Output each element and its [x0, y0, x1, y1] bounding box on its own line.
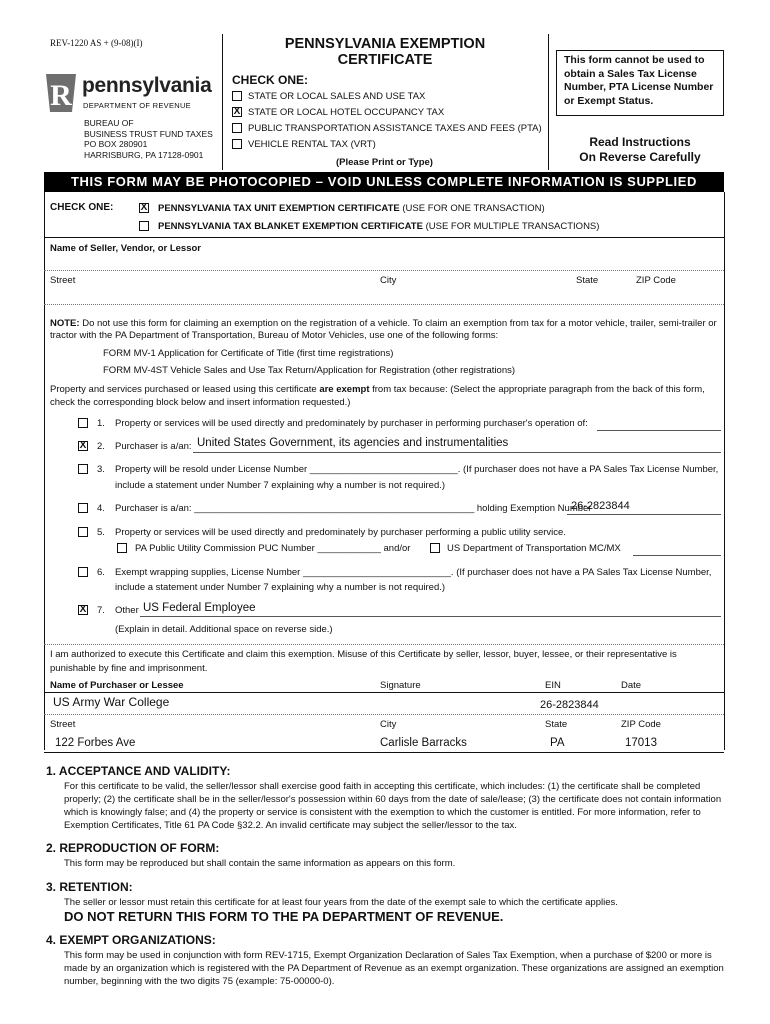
reason-1-field[interactable]	[597, 430, 721, 431]
seller-zip-label: ZIP Code	[636, 275, 676, 286]
blanket-cert-checkbox[interactable]	[139, 221, 149, 231]
address-line: PO BOX 280901	[84, 139, 148, 149]
form-mv4st: FORM MV-4ST Vehicle Sales and Use Tax Return/Application for Registration (other registrations)	[103, 365, 516, 376]
reason-6-text2: include a statement under Number 7 explaining why a number is not required.)	[115, 582, 446, 593]
reason-3-text: Property will be resold under License Number ____________________________. (If purchaser does not have a PA Sales Tax License Number,	[115, 464, 719, 475]
notice-box	[556, 50, 724, 116]
section-1-title: 1. ACCEPTANCE AND VALIDITY:	[46, 764, 231, 778]
reason-2-underline	[193, 452, 721, 453]
seller-name-label: Name of Seller, Vendor, or Lessor	[50, 243, 202, 254]
keystone-icon	[44, 72, 78, 114]
seller-street-field[interactable]	[50, 287, 370, 301]
reason-7-text2: (Explain in detail. Additional space on reverse side.)	[115, 624, 333, 635]
section-3-title: 3. RETENTION:	[46, 880, 133, 894]
note-label: NOTE:	[50, 318, 80, 329]
section-4-text: This form may be used in conjunction with form REV-1715, Exempt Organization Declaration of Sales Tax Exemption, when a purchase of $200 or more is made by an organization which is registered with the PA Department of Revenue as an exempt organization. These organizations are assigned an exemption number, beginning with the two digits 75 (example: 75-00000-0).	[64, 950, 724, 987]
address-line: BUREAU OF	[84, 118, 134, 128]
tax-vrt-label: VEHICLE RENTAL TAX (VRT)	[248, 139, 376, 150]
reason-7-checkbox[interactable]: X	[79, 604, 87, 615]
tax-hotel-label: STATE OR LOCAL HOTEL OCCUPANCY TAX	[248, 107, 445, 118]
purchaser-street-label: Street	[50, 719, 76, 730]
divider	[44, 237, 724, 238]
section-4-title: 4. EXEMPT ORGANIZATIONS:	[46, 933, 216, 947]
unit-cert-label	[158, 203, 545, 214]
reason-1-text: Property or services will be used directly and predominately by purchaser in performing purchaser's operation of:	[115, 418, 588, 429]
reason-6-num: 6.	[97, 567, 105, 578]
signature-field[interactable]	[380, 694, 530, 710]
reason-1-num: 1.	[97, 418, 105, 429]
reason-2-value[interactable]: United States Government, its agencies and instrumentalities	[197, 437, 509, 449]
date-field[interactable]	[621, 694, 717, 710]
unit-cert-title: PENNSYLVANIA TAX UNIT EXEMPTION CERTIFICATE	[158, 203, 400, 214]
form-title	[222, 36, 548, 68]
section-3-text: The seller or lessor must retain this certificate for at least four years from the date of the exempt sale to which the certificate applies.	[64, 897, 618, 908]
property-text-1: Property and services purchased or leased using this certificate	[50, 384, 320, 395]
blanket-cert-note: (USE FOR MULTIPLE TRANSACTIONS)	[422, 221, 600, 232]
reason-5-num: 5.	[97, 527, 105, 538]
puc-checkbox[interactable]	[117, 543, 127, 553]
reason-7-num: 7.	[97, 605, 105, 616]
seller-state-label: State	[576, 275, 599, 286]
print-note: (Please Print or Type)	[336, 157, 433, 168]
purchaser-city-label: City	[380, 719, 397, 730]
read-instructions-line1: Read Instructions	[589, 135, 691, 149]
form-mv1: FORM MV-1 Application for Certificate of Title (first time registrations)	[103, 348, 394, 359]
unit-cert-note: (USE FOR ONE TRANSACTION)	[399, 203, 545, 214]
seller-city-label: City	[380, 275, 397, 286]
read-instructions-line2: On Reverse Carefully	[579, 150, 701, 164]
reason-4-text: Purchaser is a/an: _____________________________________________________ holding Exemption Number	[115, 503, 592, 514]
purchaser-name-value[interactable]: US Army War College	[53, 695, 170, 709]
header-divider-right	[548, 34, 549, 170]
reason-1-checkbox[interactable]	[78, 418, 88, 428]
reason-4-underline	[567, 514, 721, 515]
property-bold: are exempt	[319, 384, 370, 395]
puc-label: PA Public Utility Commission PUC Number ____________ and/or	[135, 543, 411, 554]
ein-label: EIN	[545, 680, 561, 691]
reason-2-text: Purchaser is a/an:	[115, 441, 192, 452]
tax-sales-use-label: STATE OR LOCAL SALES AND USE TAX	[248, 91, 426, 102]
divider	[44, 270, 724, 271]
vehicle-note	[50, 318, 718, 342]
section-1-text: For this certificate to be valid, the seller/lessor shall exercise good faith in accepting this certificate, which includes: (1) the certificate shall be completed properly; (2) the certificate shall be in the seller/lessor's possession within 60 days from the date of sale/lease; (3) the certificate does not contain information which is knowingly false; and (4) the property or service is consistent with the exemption to which the customer is entitled. For more information, refer to Exemption Certificates, Title 61 PA Code §32.2. An invalid certificate may subject the seller/lessor to the tax.	[64, 781, 722, 831]
reason-7-value[interactable]: US Federal Employee	[143, 602, 256, 614]
seller-name-field[interactable]	[50, 254, 716, 268]
property-text-2: from tax because: (Select the appropriate paragraph from the back of this form, check the corresponding block below and insert information requested.)	[50, 384, 705, 408]
divider	[44, 644, 724, 645]
tax-sales-use-checkbox[interactable]	[232, 91, 242, 101]
section-2-text: This form may be reproduced but shall contain the same information as appears on this form.	[64, 858, 456, 869]
reason-4-checkbox[interactable]	[78, 503, 88, 513]
form-title-line2: CERTIFICATE	[337, 52, 433, 68]
purchaser-state-label: State	[545, 719, 568, 730]
form-border-bottom	[44, 752, 724, 753]
logo-name: pennsylvania	[82, 74, 212, 97]
reason-7-text: Other	[115, 605, 139, 616]
purchaser-state-value[interactable]: PA	[550, 737, 565, 749]
reason-6-text: Exempt wrapping supplies, License Number ____________________________. (If purchaser does not have a PA Sales Tax License Number,	[115, 567, 712, 578]
logo-dept: DEPARTMENT OF REVENUE	[83, 101, 191, 110]
authorization-statement: I am authorized to execute this Certificate and claim this exemption. Misuse of this Certificate by seller, lessor, buyer, lessee, or their representative is punishable by fine and imprisonment.	[50, 649, 677, 674]
blanket-cert-title: PENNSYLVANIA TAX BLANKET EXEMPTION CERTIFICATE	[158, 221, 423, 232]
address-line: HARRISBURG, PA 17128-0901	[84, 149, 204, 160]
signature-label: Signature	[380, 680, 421, 691]
reason-7-underline	[140, 616, 721, 617]
purchaser-zip-label: ZIP Code	[621, 719, 661, 730]
reason-4-num: 4.	[97, 503, 105, 514]
logo-letter: R	[50, 79, 72, 112]
purchaser-city-value[interactable]: Carlisle Barracks	[380, 737, 467, 749]
notice-text: This form cannot be used to obtain a Sales Tax License Number, PTA License Number or Exempt Status.	[564, 54, 714, 107]
reason-3-checkbox[interactable]	[78, 464, 88, 474]
tax-pta-label: PUBLIC TRANSPORTATION ASSISTANCE TAXES AND FEES (PTA)	[248, 123, 542, 134]
reason-3-num: 3.	[97, 464, 105, 475]
date-label: Date	[621, 680, 642, 691]
usdot-field[interactable]	[633, 555, 721, 556]
photocopy-banner: THIS FORM MAY BE PHOTOCOPIED – VOID UNLESS COMPLETE INFORMATION IS SUPPLIED	[44, 172, 724, 192]
unit-cert-checkbox[interactable]: X	[140, 202, 148, 213]
divider	[44, 304, 724, 305]
tax-vrt-checkbox[interactable]	[232, 139, 242, 149]
tax-check-one-label: CHECK ONE:	[232, 73, 309, 87]
reason-6-checkbox[interactable]	[78, 567, 88, 577]
reason-2-checkbox[interactable]: X	[79, 440, 87, 451]
usdot-checkbox[interactable]	[430, 543, 440, 553]
purchaser-zip-value[interactable]: 17013	[625, 737, 657, 749]
note-text: Do not use this form for claiming an exemption on the registration of a vehicle. To claim an exemption from tax for a motor vehicle, trailer, semi-trailer or tractor with the PA Department of Transportation, Bureau of Motor Vehicles, use one of the following forms:	[50, 318, 717, 341]
reason-3-text2: include a statement under Number 7 explaining why a number is not required.)	[115, 480, 446, 491]
pa-logo	[44, 72, 224, 116]
reason-4-exemption-number[interactable]: 26-2823844	[571, 500, 630, 512]
read-instructions	[556, 135, 724, 165]
reason-5-text: Property or services will be used directly and predominately by purchaser performing a public utility service.	[115, 527, 566, 538]
bureau-address	[84, 118, 213, 160]
section-2-title: 2. REPRODUCTION OF FORM:	[46, 841, 220, 855]
seller-street-label: Street	[50, 275, 76, 286]
purchaser-street-value[interactable]: 122 Forbes Ave	[55, 737, 136, 749]
address-line: BUSINESS TRUST FUND TAXES	[84, 128, 213, 139]
purchaser-name-label: Name of Purchaser or Lessee	[50, 680, 184, 691]
cert-check-one-label: CHECK ONE:	[50, 202, 114, 213]
section-3-warning: DO NOT RETURN THIS FORM TO THE PA DEPARTMENT OF REVENUE.	[64, 909, 504, 924]
ein-value[interactable]: 26-2823844	[540, 699, 599, 711]
usdot-label: US Department of Transportation MC/MX	[447, 543, 621, 554]
divider	[44, 692, 724, 693]
form-border-left	[44, 192, 45, 750]
tax-pta-checkbox[interactable]	[232, 123, 242, 133]
tax-hotel-checkbox[interactable]: X	[233, 106, 241, 117]
form-border-right	[724, 192, 725, 750]
reason-5-checkbox[interactable]	[78, 527, 88, 537]
divider	[44, 714, 724, 715]
form-code: REV-1220 AS + (9-08)(I)	[50, 38, 143, 48]
reason-2-num: 2.	[97, 441, 105, 452]
form-title-line1: PENNSYLVANIA EXEMPTION	[284, 36, 486, 52]
property-statement	[50, 384, 718, 409]
blanket-cert-label	[158, 221, 599, 232]
